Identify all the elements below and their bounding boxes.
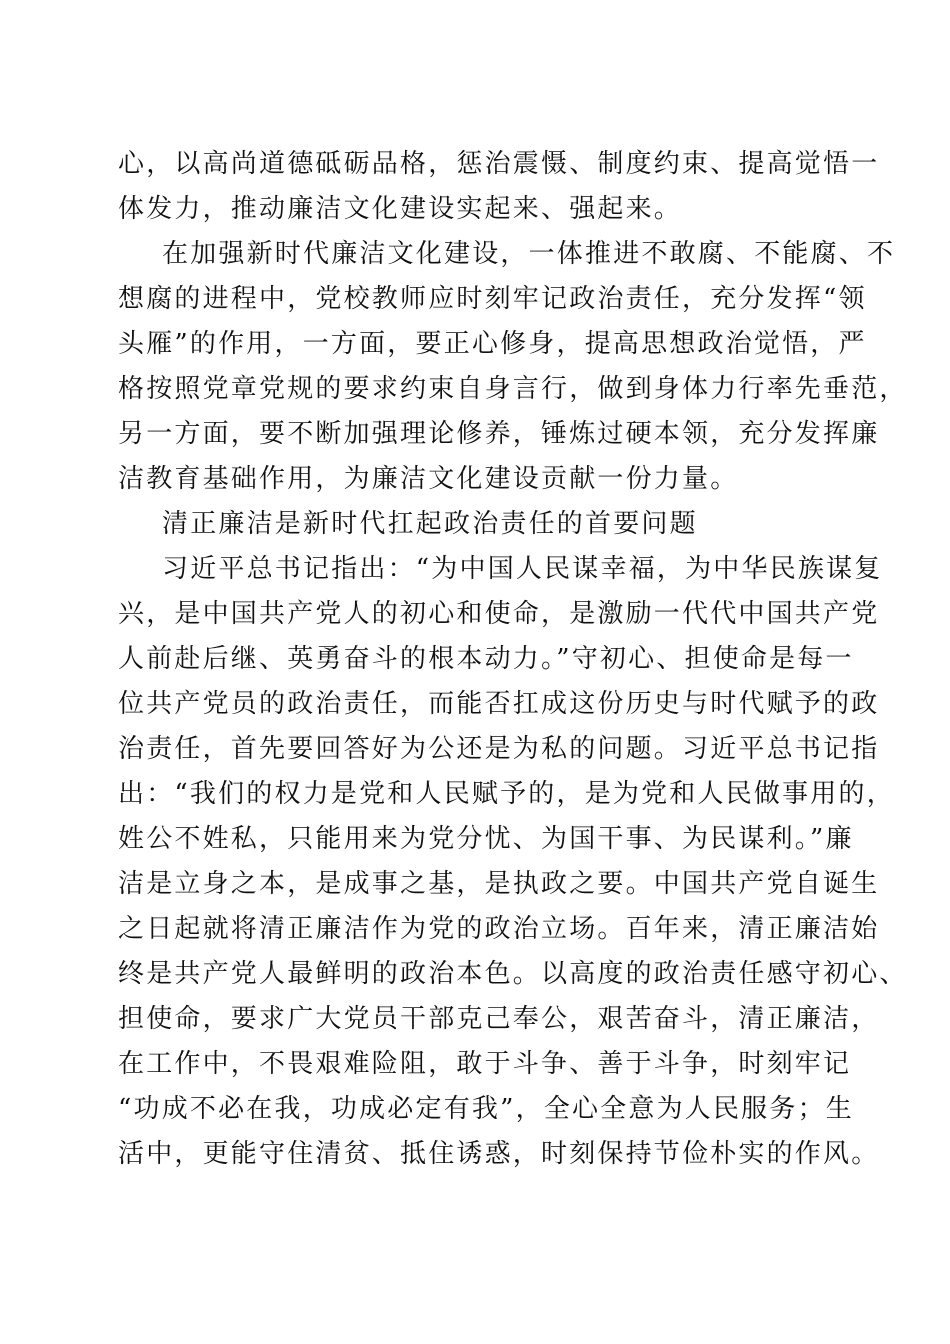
- text-line: 洁教育基础作用，为廉洁文化建设贡献一份力量。: [118, 464, 739, 494]
- text-line: 人前赴后继、英勇奋斗的根本动力。”守初心、担使命是每一: [118, 644, 854, 674]
- text-line: 出：“我们的权力是党和人民赋予的，是为党和人民做事用的，: [118, 779, 895, 809]
- text-line: 担使命，要求广大党员干部克己奉公，艰苦奋斗，清正廉洁，: [118, 1004, 880, 1034]
- text-line: 头雁”的作用，一方面，要正心修身，提高思想政治觉悟，严: [118, 329, 867, 359]
- text-line: 另一方面，要不断加强理论修养，锤炼过硬本领，充分发挥廉: [118, 419, 880, 449]
- body-text: [118, 142, 908, 1177]
- text-line: 心，以高尚道德砥砺品格，惩治震慑、制度约束、提高觉悟一: [118, 149, 880, 179]
- text-line: 之日起就将清正廉洁作为党的政治立场。百年来，清正廉洁始: [118, 914, 880, 944]
- text-line: 位共产党员的政治责任，而能否扛成这份历史与时代赋予的政: [118, 689, 880, 719]
- text-line: “功成不必在我，功成必定有我”，全心全意为人民服务；生: [118, 1094, 854, 1124]
- paragraph-start-line: 习近平总书记指出：“为中国人民谋幸福，为中华民族谋复: [162, 554, 883, 584]
- text-line: 活中，更能守住清贫、抵住诱惑，时刻保持节俭朴实的作风。: [118, 1139, 880, 1169]
- paragraph-start-line: 在加强新时代廉洁文化建设，一体推进不敢腐、不能腐、不: [162, 239, 896, 269]
- text-line: 姓公不姓私，只能用来为党分忧、为国干事、为民谋利。”廉: [118, 824, 854, 854]
- text-line: 洁是立身之本，是成事之基，是执政之要。中国共产党自诞生: [118, 869, 880, 899]
- text-line: 格按照党章党规的要求约束自身言行，做到身体力行率先垂范，: [118, 374, 908, 404]
- text-line: 治责任，首先要回答好为公还是为私的问题。习近平总书记指: [118, 734, 880, 764]
- text-line: 想腐的进程中，党校教师应时刻牢记政治责任，充分发挥“领: [118, 284, 867, 314]
- text-line: 兴，是中国共产党人的初心和使命，是激励一代代中国共产党: [118, 599, 880, 629]
- section-heading: 清正廉洁是新时代扛起政治责任的首要问题: [162, 509, 698, 539]
- text-line: 终是共产党人最鲜明的政治本色。以高度的政治责任感守初心、: [118, 959, 908, 989]
- text-line: 在工作中，不畏艰难险阻，敢于斗争、善于斗争，时刻牢记: [118, 1049, 852, 1079]
- text-line: 体发力，推动廉洁文化建设实起来、强起来。: [118, 194, 683, 224]
